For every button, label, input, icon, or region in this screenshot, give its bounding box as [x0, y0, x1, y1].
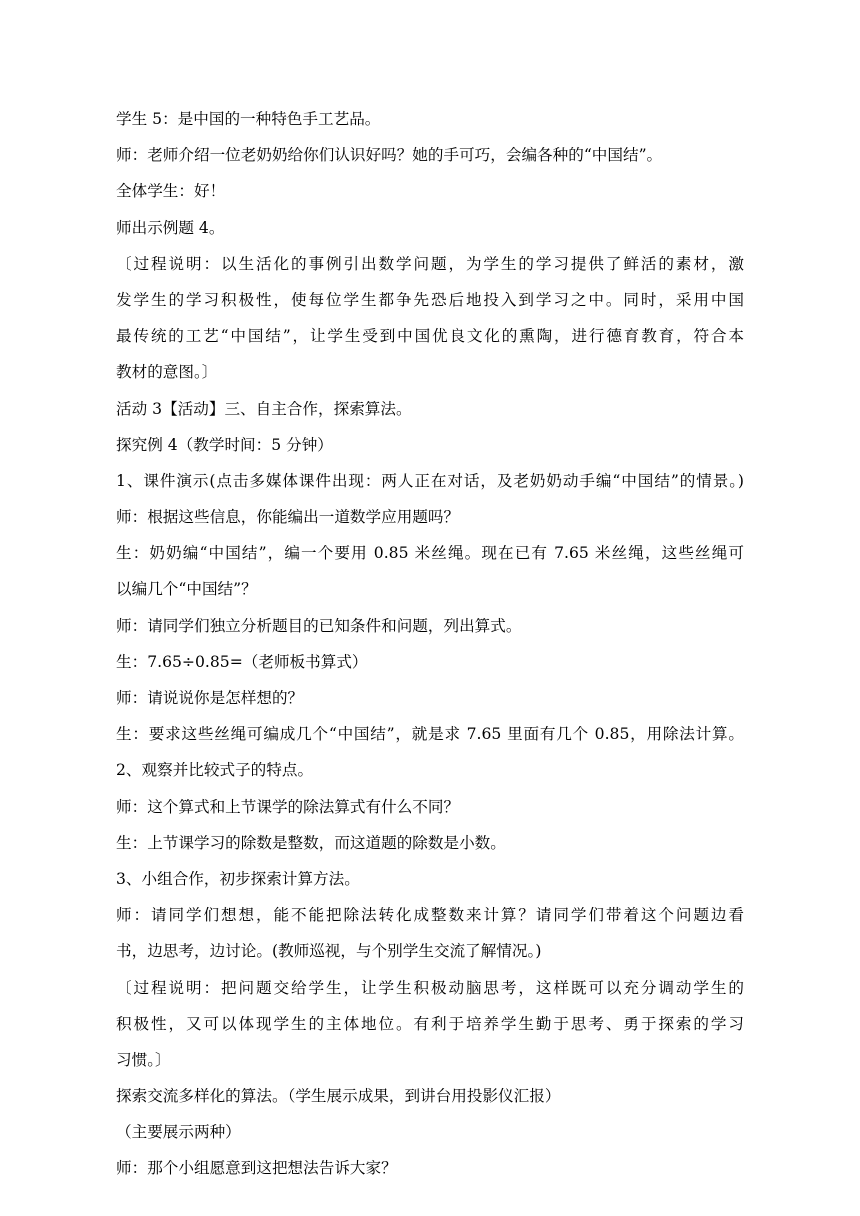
document-body [116, 101, 744, 1187]
text-line: 师：请说说你是怎样想的？ [116, 689, 304, 707]
text-line: 师：请同学们想想，能不能把除法转化成整数来计算？请同学们带着这个问题边看 [116, 906, 744, 925]
text-line: 探索交流多样化的算法。（学生展示成果，到讲台用投影仪汇报） [116, 1087, 561, 1106]
text-line: 教材的意图。〕 [116, 363, 218, 382]
text-line: 师：这个算式和上节课学的除法算式有什么不同？ [116, 797, 460, 816]
text-line: 3、小组合作，初步探索计算方法。 [116, 869, 360, 888]
text-line: 生：7.65÷0.85=（老师板书算式） [116, 652, 368, 671]
text-line: 2、观察并比较式子的特点。 [116, 761, 314, 780]
text-line: 生：要求这些丝绳可编成几个“中国结”，就是求 7.65 里面有几个 0.85，用除法计算。 [116, 725, 744, 744]
text-line: 积极性，又可以体现学生的主体地位。有利于培养学生勤于思考、勇于探索的学习 [116, 1014, 744, 1033]
text-line: 书，边思考，边讨论。(教师巡视，与个别学生交流了解情况。) [116, 942, 542, 961]
text-line: 〔过程说明：把问题交给学生，让学生积极动脑思考，这样既可以充分调动学生的 [116, 978, 744, 997]
text-line: 学生 5：是中国的一种特色手工艺品。 [116, 110, 381, 128]
text-line: 活动 3【活动】三、自主合作，探索算法。 [116, 399, 412, 418]
text-line: 师：根据这些信息，你能编出一道数学应用题吗？ [116, 508, 460, 527]
text-line: 生：上节课学习的除数是整数，而这道题的除数是小数。 [116, 833, 506, 852]
text-line: 发学生的学习积极性，使每位学生都争先恐后地投入到学习之中。同时，采用中国 [116, 290, 744, 309]
text-line: 最传统的工艺“中国结”，让学生受到中国优良文化的熏陶，进行德育教育，符合本 [116, 327, 744, 346]
text-line: 全体学生：好！ [116, 182, 226, 201]
text-line: 师：那个小组愿意到这把想法告诉大家？ [116, 1159, 397, 1178]
text-line: （主要展示两种） [116, 1123, 241, 1142]
text-line: 以编几个“中国结”？ [116, 580, 257, 599]
text-line: 探究例 4（教学时间：5 分钟） [116, 435, 333, 454]
text-line: 生：奶奶编“中国结”，编一个要用 0.85 米丝绳。现在已有 7.65 米丝绳，这些丝绳可 [116, 544, 744, 563]
text-line: 师出示例题 4。 [116, 218, 225, 237]
text-line: 师：请同学们独立分析题目的已知条件和问题，列出算式。 [116, 616, 522, 635]
text-line: 〔过程说明：以生活化的事例引出数学问题，为学生的学习提供了鲜活的素材，激 [116, 254, 744, 273]
text-line: 1、课件演示(点击多媒体课件出现：两人正在对话，及老奶奶动手编“中国结”的情景。) [116, 471, 744, 490]
text-line: 习惯。〕 [116, 1050, 171, 1069]
text-line: 师：老师介绍一位老奶奶给你们认识好吗？她的手可巧，会编各种的“中国结”。 [116, 146, 663, 165]
